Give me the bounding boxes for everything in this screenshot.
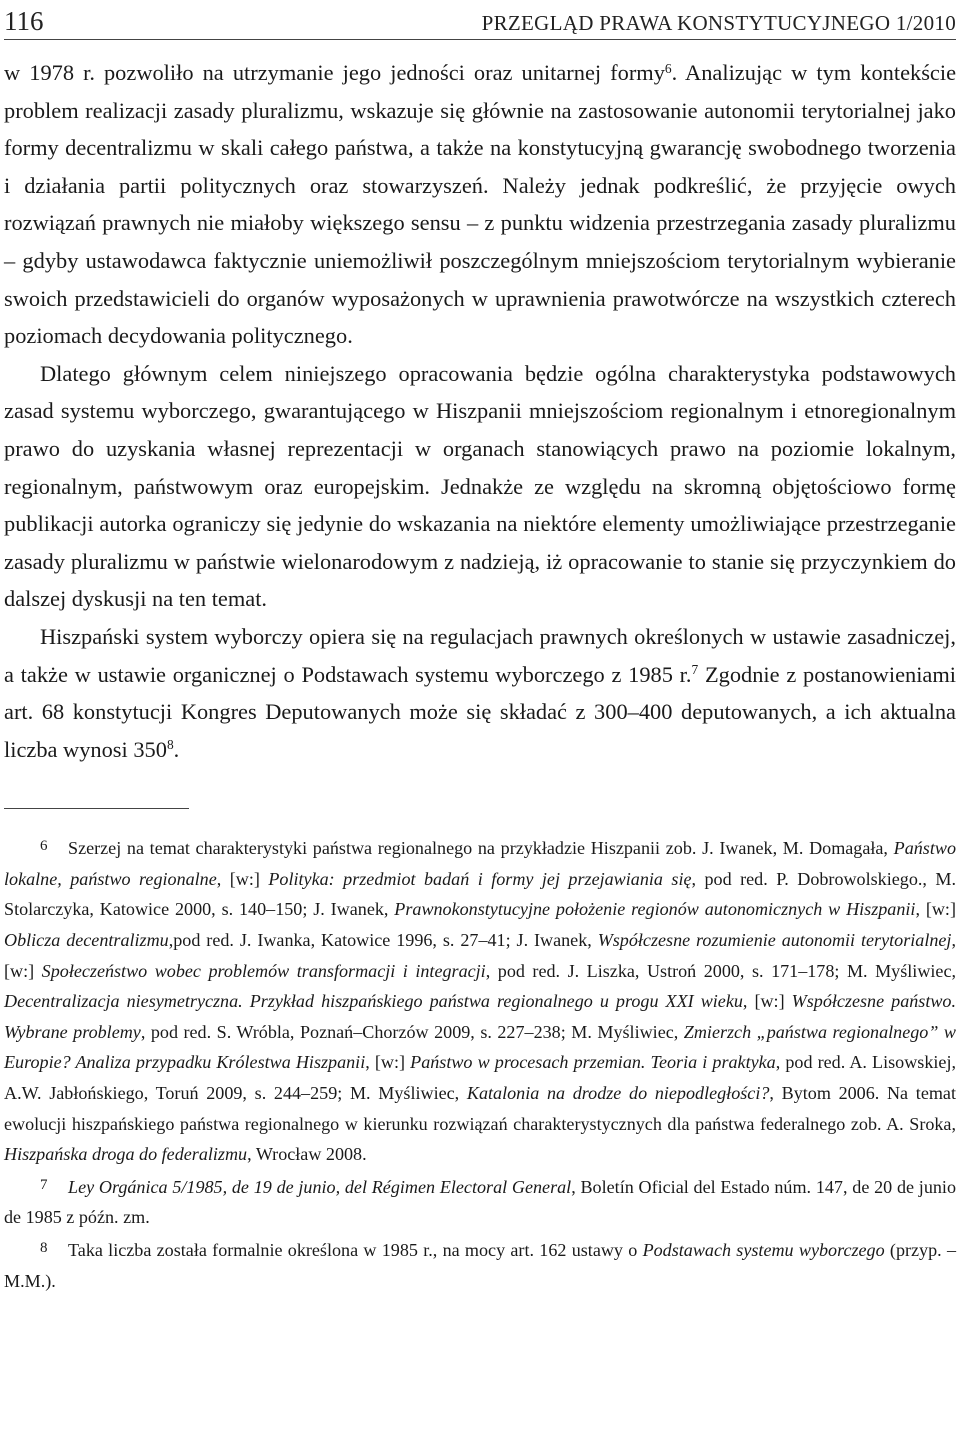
footnote-6 xyxy=(4,831,956,1170)
fn6-i12: Hiszpańska droga do federalizmu xyxy=(4,1144,248,1165)
footnote-divider xyxy=(4,808,189,809)
fn6-t2: , [w:] xyxy=(216,868,269,889)
fn6-i5: Współczesne rozumienie autonomii terytorialnej xyxy=(597,930,952,951)
main-text xyxy=(4,54,956,768)
footnote-8-mark: 8 xyxy=(40,1240,48,1256)
fn6-i8: Współczesne państwo. Wybrane problemy xyxy=(4,991,956,1042)
footnotes xyxy=(4,831,956,1296)
paragraph-2: Dlatego głównym celem niniejszego opracowania będzie ogólna charakterystyka podstawowych zasad systemu wyborczego, gwarantującego w Hiszpanii mniejszościom regionalnym i etnoregionalnym prawo do uzyskania własnej reprezentacji w organach stanowiących prawo na poziomie lokalnym, regionalnym, państwowym oraz europejskim. Jednakże ze względu na skromną objętościowo formę publikacji autorka ograniczy się jedynie do wskazania na niektóre elementy umożliwiające przestrzeganie zasady pluralizmu w państwie wielonarodowym z nadzieją, iż opracowanie to stanie się przyczynkiem do dalszej dyskusji na ten temat. xyxy=(4,360,956,612)
fn6-t8: , [w:] xyxy=(742,991,792,1012)
paragraph-3-text-a: Hiszpański system wyborczy opiera się na regulacjach prawnych określonych w ustawie zasadniczej, a także w ustawie organicznej o Podstawach systemu wyborczego z 1985 r. xyxy=(4,623,956,687)
fn6-i6: Społeczeństwo wobec problemów transformacji i integracji xyxy=(41,960,486,981)
fn6-i4: Oblicza decentralizmu xyxy=(4,930,169,951)
fn6-t3: , pod red. P. Dobrowolskiego., M. Stolarczyka, Katowice 2000, s. 140–150; J. Iwanek, xyxy=(4,868,957,920)
footnote-8 xyxy=(4,1233,956,1296)
footnote-ref-8[interactable]: 8 xyxy=(166,737,174,753)
fn7-i1: Ley Orgánica 5/1985, de 19 de junio, del Régimen Electoral General xyxy=(68,1176,572,1197)
fn8-t2: (przyp. – M.M.). xyxy=(4,1240,956,1291)
paragraph-1-text-b: . Analizując w tym kontekście problem realizacji zasady pluralizmu, wskazuje się głównie na zastosowanie autonomii terytorialnej jako formy decentralizmu w skali całego państwa, a także na konstytucyjną gwarancję swobodnego tworzenia i działania partii politycznych oraz stowarzyszeń. Należy jednak podkreślić, że przyjęcie owych rozwiązań prawnych nie miałoby większego sensu – z punktu widzenia przestrzegania zasady pluralizmu – gdyby ustawodawca faktycznie uniemożliwił poszczególnym mniejszościom terytorialnym wybieranie swoich przedstawicieli do organów wyposażonych w uprawnienia prawotwórcze na wszystkich czterech poziomach decydowania politycznego. xyxy=(4,60,957,349)
fn6-t4: , [w:] xyxy=(915,899,956,920)
fn6-t9: , pod red. S. Wróbla, Poznań–Chorzów 2009, s. 227–238; M. Myśliwiec, xyxy=(140,1021,684,1042)
paragraph-3-text-c: . xyxy=(173,736,180,762)
fn6-t6: , [w:] xyxy=(4,930,956,981)
fn6-t5: ,pod red. J. Iwanka, Katowice 1996, s. 27–41; J. Iwanek, xyxy=(168,930,598,951)
fn7-t1: , Boletín Oficial del Estado núm. 147, de 20 de junio de 1985 z późn. zm. xyxy=(4,1176,956,1228)
fn6-i11: Katalonia na drodze do niepodległości? xyxy=(466,1083,770,1104)
fn6-t12: , Bytom 2006. Na temat ewolucji hiszpańskiego państwa regionalnego w kierunku rozwiązań charakterystycznych dla państwa federalnego zob. A. Sroka, xyxy=(4,1083,956,1134)
footnote-ref-7[interactable]: 7 xyxy=(691,662,699,678)
fn6-i10: Państwo w procesach przemian. Teoria i praktyka xyxy=(410,1052,776,1073)
journal-running-head: PRZEGLĄD PRAWA KONSTYTUCYJNEGO 1/2010 xyxy=(481,11,956,35)
footnote-7 xyxy=(4,1170,956,1233)
fn6-t13: , Wrocław 2008. xyxy=(247,1144,367,1165)
fn6-i9: Zmierzch „państwa regionalnego” w Europie? Analiza przypadku Królestwa Hiszpanii xyxy=(4,1021,956,1073)
paragraph-1-text-a: w 1978 r. pozwoliło na utrzymanie jego jedności oraz unitarnej formy xyxy=(4,60,665,85)
footnote-ref-6[interactable]: 6 xyxy=(664,60,672,76)
fn6-t7: , pod red. J. Liszka, Ustroń 2000, s. 171–178; M. Myśliwiec, xyxy=(485,960,956,981)
paragraph-1 xyxy=(4,54,956,355)
paragraph-3 xyxy=(4,618,956,768)
fn6-i1: Państwo lokalne, państwo regionalne xyxy=(4,838,956,889)
fn6-t1: Szerzej na temat charakterystyki państwa regionalnego na przykładzie Hiszpanii zob. J. Iwanek, M. Domagała, xyxy=(68,838,894,859)
fn6-t11: , pod red. A. Lisowskiej, A.W. Jabłońskiego, Toruń 2009, s. 244–259; M. Myśliwiec, xyxy=(4,1052,956,1104)
fn8-i1: Podstawach systemu wyborczego xyxy=(642,1240,885,1260)
fn6-t10: , [w:] xyxy=(365,1052,411,1073)
paragraph-3-text-b: Zgodnie z postanowieniami art. 68 konstytucji Kongres Deputowanych może się składać z 300–400 deputowanych, a ich aktualna liczba wynosi 350 xyxy=(4,661,956,762)
footnote-6-mark: 6 xyxy=(40,838,48,855)
fn6-i3: Prawnokonstytucyjne położenie regionów autonomicznych w Hiszpanii xyxy=(394,899,916,920)
fn6-i7: Decentralizacja niesymetryczna. Przykład hiszpańskiego państwa regionalnego u progu XXI wieku xyxy=(4,991,743,1012)
fn6-i2: Polityka: przedmiot badań i formy jej przejawiania się xyxy=(268,868,692,889)
fn8-t1: Taka liczba została formalnie określona w 1985 r., na mocy art. 162 ustawy o xyxy=(68,1240,643,1260)
page-number: 116 xyxy=(4,6,44,36)
footnote-7-mark: 7 xyxy=(40,1176,48,1193)
running-header xyxy=(4,0,956,40)
